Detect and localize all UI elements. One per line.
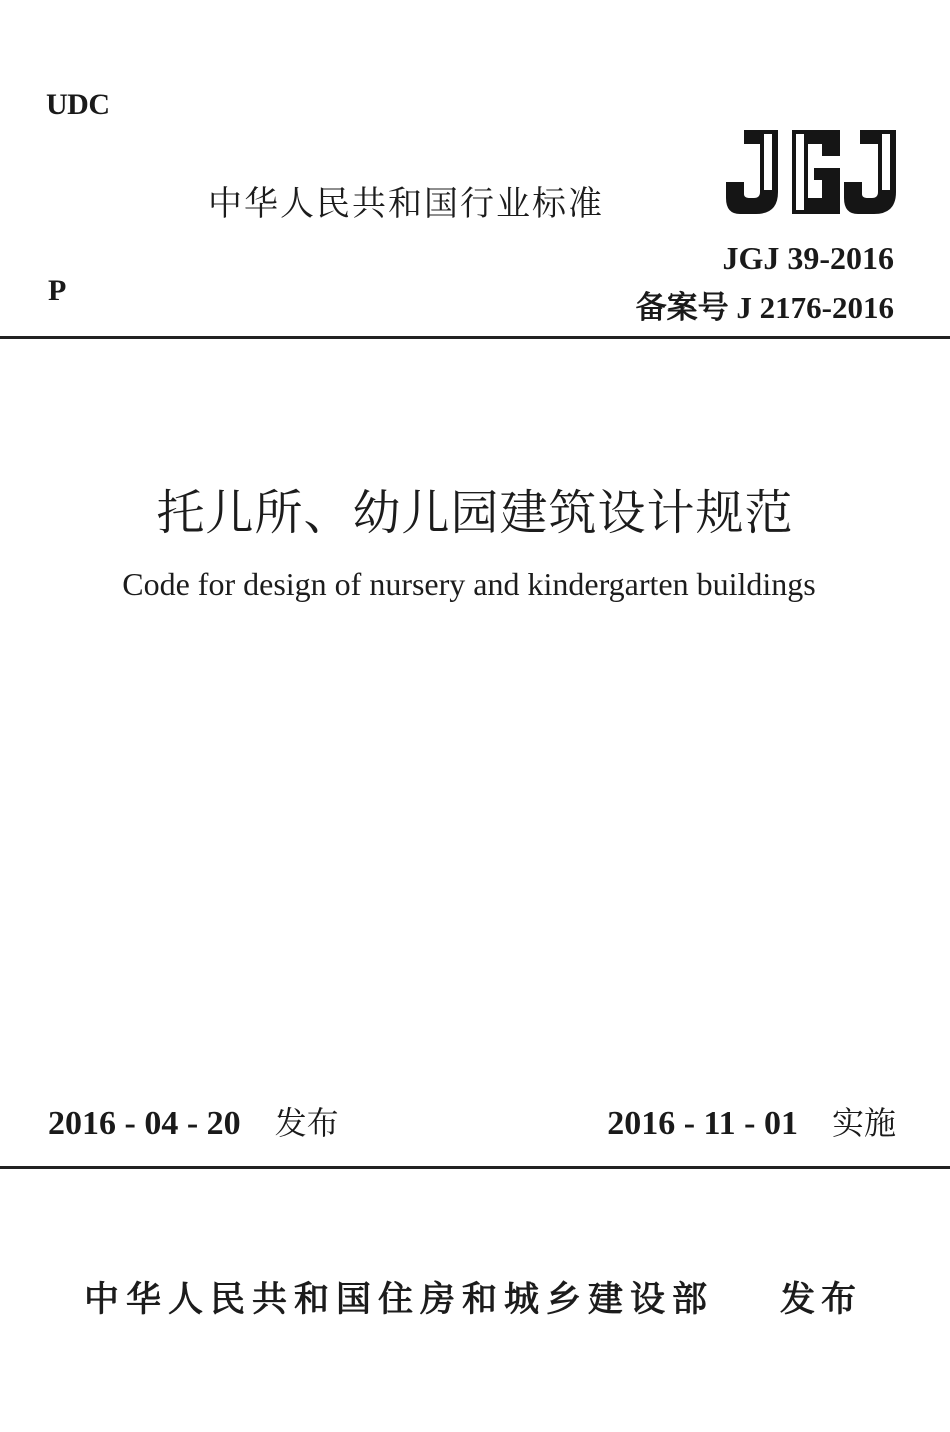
- issue-date: 2016 - 04 - 20: [48, 1105, 241, 1142]
- implementation-date-line: [607, 1098, 896, 1144]
- jgj-logo-text: JGJ: [812, 221, 814, 222]
- record-number: 备案号 J 2176-2016: [635, 290, 894, 325]
- udc-label: UDC: [46, 88, 110, 121]
- implementation-date: 2016 - 11 - 01: [607, 1105, 798, 1142]
- document-title-chinese: 托儿所、幼儿园建筑设计规范: [156, 485, 794, 541]
- standard-number: JGJ 39-2016: [722, 240, 894, 276]
- classification-letter: P: [48, 274, 67, 307]
- bottom-divider: [0, 1166, 950, 1169]
- top-divider: [0, 336, 950, 339]
- issue-date-line: [48, 1098, 339, 1144]
- document-title-english: Code for design of nursery and kindergarten buildings: [122, 566, 816, 602]
- publisher-name: 中华人民共和国住房和城乡建设部: [84, 1280, 715, 1320]
- publish-label: 发布: [780, 1280, 863, 1320]
- jgj-logo: [722, 122, 902, 222]
- implementation-label: 实施: [831, 1104, 896, 1142]
- industry-standard-heading: 中华人民共和国行业标准: [208, 184, 604, 224]
- issue-label: 发布: [274, 1104, 339, 1142]
